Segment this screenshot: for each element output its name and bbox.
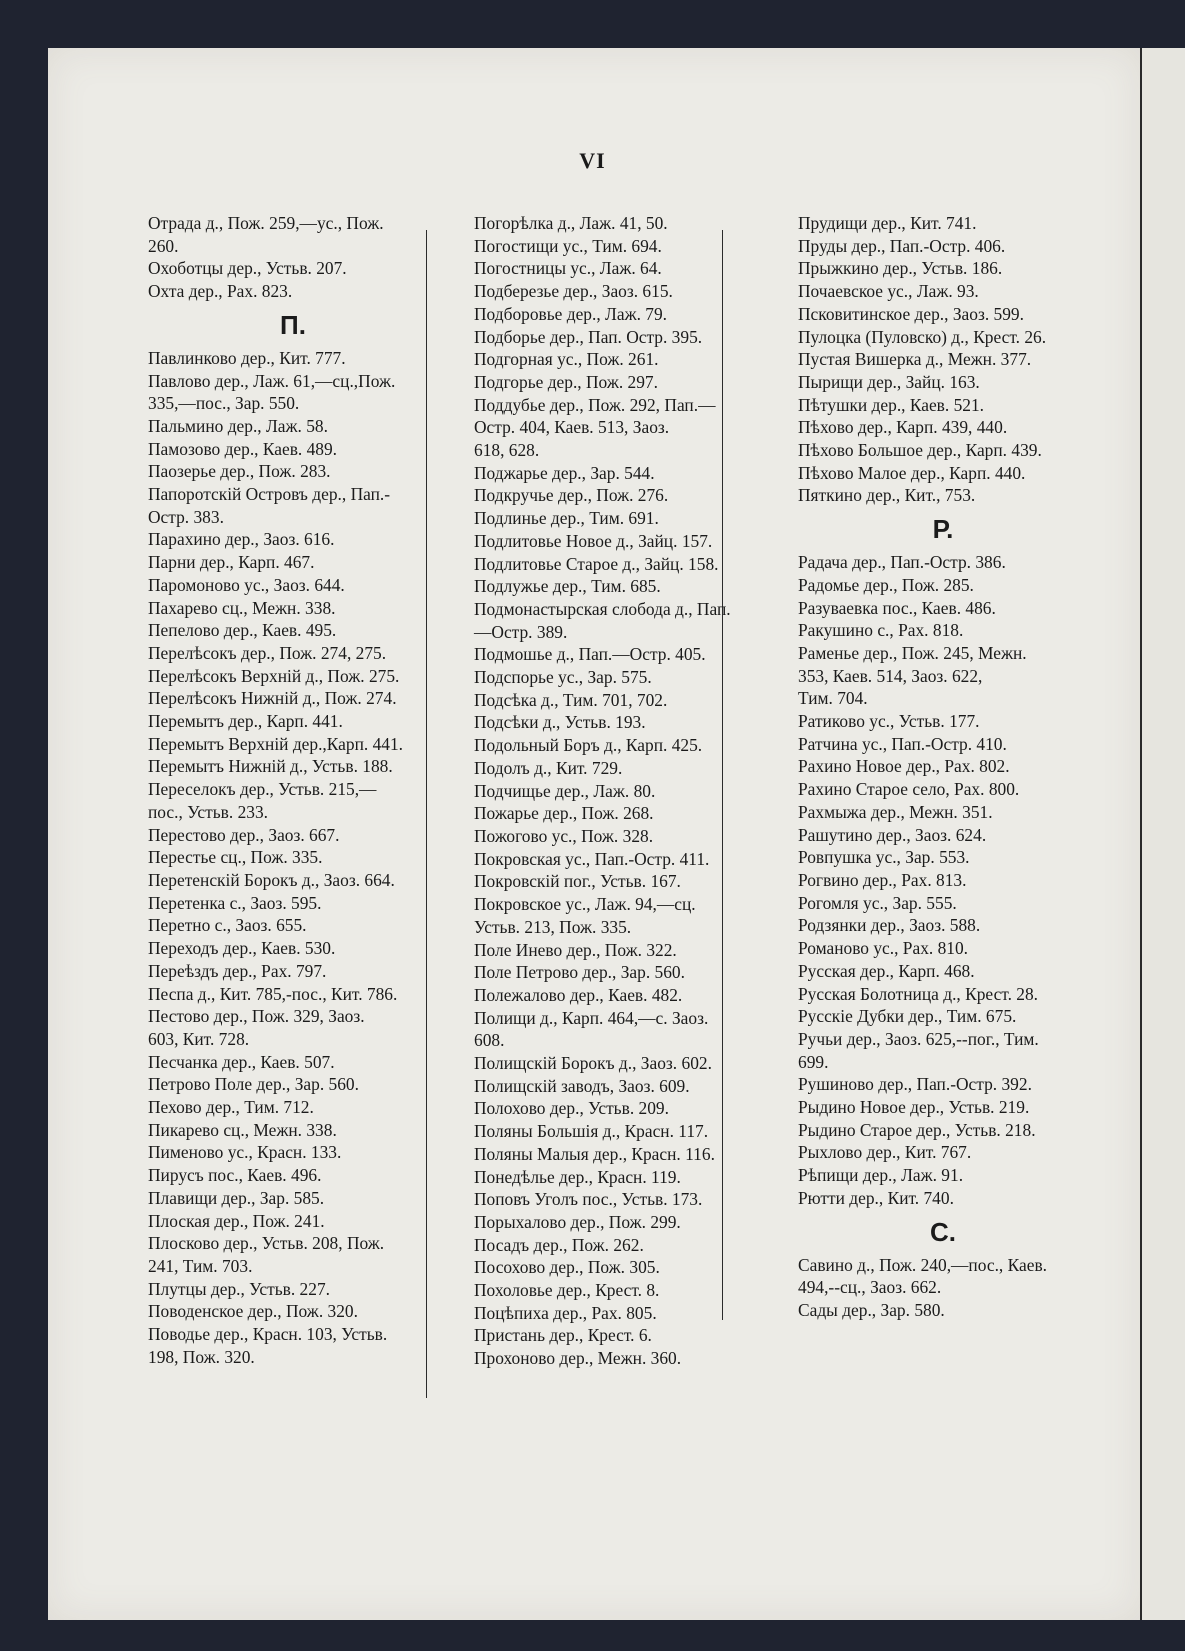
index-entry <box>148 710 438 733</box>
index-entry-line: Подборье дер., Пап. Остр. 395. <box>474 326 703 347</box>
index-entry-line: Подкручье дер., Пож. 276. <box>474 485 669 506</box>
index-entry <box>474 984 774 1007</box>
index-entry <box>798 778 1088 801</box>
index-entry <box>148 1164 438 1187</box>
index-entry <box>148 280 438 303</box>
index-entry <box>474 484 774 507</box>
index-entry-line: Поддубье дер., Пож. 292, Пап.— <box>474 394 716 415</box>
index-entry <box>474 802 774 825</box>
index-entry-line: Радомье дер., Пож. 285. <box>798 574 974 595</box>
index-entry-line: 494,--сц., Заоз. 662. <box>798 1277 942 1298</box>
index-entry <box>148 665 438 688</box>
index-entry <box>798 846 1088 869</box>
index-entry <box>798 1028 1088 1073</box>
index-entry <box>798 937 1088 960</box>
index-entry <box>474 394 774 462</box>
index-entry-line: Ручьи дер., Заоз. 625,--пог., Тим. <box>798 1028 1039 1049</box>
index-entry <box>148 483 438 528</box>
index-entry-line: Охта дер., Рах. 823. <box>148 281 293 302</box>
index-entry-line: Папоротскій Островъ дер., Пап.- <box>148 484 391 505</box>
index-entry-line: —Остр. 389. <box>474 621 568 642</box>
index-entry-line: Пруды дер., Пап.-Остр. 406. <box>798 235 1006 256</box>
index-entry-line: Посадъ дер., Пож. 262. <box>474 1234 644 1255</box>
index-entry-line: Плутцы дер., Устьв. 227. <box>148 1278 330 1299</box>
index-entry-line: Русская дер., Карп. 468. <box>798 960 975 981</box>
index-entry-line: Подчищье дер., Лаж. 80. <box>474 780 656 801</box>
index-entry <box>474 1166 774 1189</box>
index-entry <box>474 1256 774 1279</box>
index-entry <box>148 937 438 960</box>
index-entry <box>798 914 1088 937</box>
index-entry <box>474 348 774 371</box>
index-entry-line: Разуваевка пос., Каев. 486. <box>798 597 996 618</box>
index-entry <box>798 257 1088 280</box>
index-entry-line: Понедѣлье дер., Красн. 119. <box>474 1166 681 1187</box>
index-entry <box>798 983 1088 1006</box>
index-entry-line: Поводенское дер., Пож. 320. <box>148 1301 358 1322</box>
index-entry-line: Паромоново ус., Заоз. 644. <box>148 574 345 595</box>
section-letter-heading: П. <box>280 309 306 340</box>
index-entry <box>474 1324 774 1347</box>
index-entry <box>148 778 438 823</box>
index-entry <box>798 1164 1088 1187</box>
index-entry <box>798 869 1088 892</box>
index-entry-line: Почаевское ус., Лаж. 93. <box>798 281 979 302</box>
index-entry-line: Погостницы ус., Лаж. 64. <box>474 258 662 279</box>
index-entry-line: Плосково дер., Устьв. 208, Пож. <box>148 1233 385 1254</box>
index-entry-line: Перестье сц., Пож. 335. <box>148 847 323 868</box>
index-entry-line: 241, Тим. 703. <box>148 1255 253 1276</box>
index-entry <box>798 303 1088 326</box>
index-entry-line: Рахино Старое село, Рах. 800. <box>798 779 1020 800</box>
index-entry-line: Похоловье дер., Крест. 8. <box>474 1280 660 1301</box>
index-entry-line: Полищскій Борокъ д., Заоз. 602. <box>474 1053 712 1074</box>
index-entry-line: 260. <box>148 235 179 256</box>
index-entry <box>148 415 438 438</box>
index-entry <box>148 257 438 280</box>
index-entry-line: Подлитовье Старое д., Зайц. 158. <box>474 553 719 574</box>
index-entry <box>474 825 774 848</box>
index-entry-line: Петрово Поле дер., Зар. 560. <box>148 1074 359 1095</box>
index-entry-line: Перестово дер., Заоз. 667. <box>148 824 340 845</box>
index-entry <box>148 1187 438 1210</box>
index-entry-line: Рогомля ус., Зар. 555. <box>798 892 957 913</box>
index-entry-line: Рыхлово дер., Кит. 767. <box>798 1142 972 1163</box>
index-entry-line: Ровпушка ус., Зар. 553. <box>798 847 970 868</box>
index-entry <box>148 619 438 642</box>
index-entry <box>798 1254 1088 1299</box>
index-entry-line: Полохово дер., Устьв. 209. <box>474 1098 669 1119</box>
index-entry-line: Рахино Новое дер., Рах. 802. <box>798 756 1010 777</box>
index-entry-line: Перемытъ Верхній дер.,Карп. 441. <box>148 733 404 754</box>
index-column-2 <box>474 212 774 1370</box>
index-entry-line: Рыдино Новое дер., Устьв. 219. <box>798 1097 1030 1118</box>
index-entry <box>798 1073 1088 1096</box>
index-entry <box>798 484 1088 507</box>
index-entry <box>148 733 438 756</box>
index-entry-line: Паозерье дер., Пож. 283. <box>148 461 331 482</box>
index-entry-line: Пахарево сц., Межн. 338. <box>148 597 336 618</box>
index-entry <box>474 257 774 280</box>
index-entry-line: Пехово дер., Тим. 712. <box>148 1097 314 1118</box>
index-entry-line: Подгорье дер., Пож. 297. <box>474 371 658 392</box>
index-entry <box>474 1052 774 1075</box>
index-entry <box>798 280 1088 303</box>
index-entry-line: Подлужье дер., Тим. 685. <box>474 576 661 597</box>
index-entry-line: Русская Болотница д., Крест. 28. <box>798 983 1039 1004</box>
index-entry <box>474 666 774 689</box>
index-entry-line: Подберезье дер., Заоз. 615. <box>474 281 673 302</box>
index-entry <box>474 1188 774 1211</box>
index-entry-line: Пальмино дер., Лаж. 58. <box>148 415 328 436</box>
index-entry <box>148 597 438 620</box>
index-entry-line: Прыжкино дер., Устьв. 186. <box>798 258 1003 279</box>
index-entry <box>798 394 1088 417</box>
index-entry <box>798 801 1088 824</box>
index-entry <box>474 780 774 803</box>
index-entry-line: Ракушино с., Рах. 818. <box>798 620 964 641</box>
index-entry-line: Раменье дер., Пож. 245, Межн. <box>798 642 1027 663</box>
index-entry <box>798 892 1088 915</box>
index-entry <box>798 348 1088 371</box>
index-entry <box>474 870 774 893</box>
index-entry-line: Пѣтушки дер., Каев. 521. <box>798 394 985 415</box>
index-entry-line: 353, Каев. 514, Заоз. 622, <box>798 665 983 686</box>
index-entry <box>148 1278 438 1301</box>
index-entry-line: 699. <box>798 1051 829 1072</box>
index-entry <box>474 1302 774 1325</box>
index-entry-line: Плавищи дер., Зар. 585. <box>148 1187 325 1208</box>
index-entry-line: Перемытъ Нижній д., Устьв. 188. <box>148 756 393 777</box>
index-entry-line: Савино д., Пож. 240,—пос., Каев. <box>798 1254 1047 1275</box>
index-entry <box>148 438 438 461</box>
index-entry <box>474 280 774 303</box>
index-entry-line: Псковитинское дер., Заоз. 599. <box>798 303 1024 324</box>
index-entry-line: Полищскій заводъ, Заоз. 609. <box>474 1075 690 1096</box>
index-entry-line: Порыхалово дер., Пож. 299. <box>474 1211 681 1232</box>
index-entry <box>798 1096 1088 1119</box>
index-entry <box>148 1300 438 1323</box>
index-entry-line: Пулоцка (Пуловско) д., Крест. 26. <box>798 326 1047 347</box>
index-entry-line: Перемытъ дер., Карп. 441. <box>148 711 343 732</box>
index-entry-line: Пустая Вишерка д., Межн. 377. <box>798 349 1032 370</box>
index-entry <box>798 824 1088 847</box>
index-entry <box>798 733 1088 756</box>
index-entry <box>474 757 774 780</box>
index-entry-line: Пѣхово дер., Карп. 439, 440. <box>798 417 1008 438</box>
index-entry-line: Пожарье дер., Пож. 268. <box>474 803 654 824</box>
index-entry-line: Рашутино дер., Заоз. 624. <box>798 824 987 845</box>
index-entry <box>474 598 774 643</box>
index-entry-line: Поцѣпиха дер., Рах. 805. <box>474 1302 657 1323</box>
index-entry-line: пос., Устьв. 233. <box>148 801 269 822</box>
index-entry <box>474 1097 774 1120</box>
index-entry <box>798 1119 1088 1142</box>
index-entry-line: Родзянки дер., Заоз. 588. <box>798 915 981 936</box>
index-entry <box>148 1232 438 1277</box>
index-entry <box>798 960 1088 983</box>
index-entry-line: Плоская дер., Пож. 241. <box>148 1210 325 1231</box>
index-entry <box>474 1279 774 1302</box>
index-entry-line: Подсѣки д., Устьв. 193. <box>474 712 646 733</box>
index-entry-line: Посохово дер., Пож. 305. <box>474 1257 660 1278</box>
index-entry-line: Полежалово дер., Каев. 482. <box>474 984 683 1005</box>
index-entry <box>148 914 438 937</box>
index-entry-line: 198, Пож. 320. <box>148 1346 255 1367</box>
index-entry <box>474 711 774 734</box>
index-entry <box>148 869 438 892</box>
index-entry-line: Рютти дер., Кит. 740. <box>798 1187 954 1208</box>
index-entry-line: Ратчина ус., Пап.-Остр. 410. <box>798 733 1007 754</box>
index-entry-line: 603, Кит. 728. <box>148 1028 250 1049</box>
index-entry-line: Прудищи дер., Кит. 741. <box>798 213 977 233</box>
index-entry-line: Устьв. 213, Пож. 335. <box>474 916 632 937</box>
index-entry <box>474 893 774 938</box>
index-entry-line: Ратиково ус., Устьв. 177. <box>798 711 980 732</box>
index-entry <box>474 1007 774 1052</box>
index-entry-line: Перетенскій Борокъ д., Заоз. 664. <box>148 869 395 890</box>
index-entry-line: Погорѣлка д., Лаж. 41, 50. <box>474 213 668 233</box>
index-entry-line: Перелѣсокъ дер., Пож. 274, 275. <box>148 642 387 663</box>
index-entry <box>798 371 1088 394</box>
index-entry <box>798 597 1088 620</box>
index-entry <box>148 642 438 665</box>
index-entry <box>148 960 438 983</box>
index-entry-line: Пырищи дер., Зайц. 163. <box>798 371 980 392</box>
index-entry-line: Переѣздъ дер., Рах. 797. <box>148 960 327 981</box>
index-column-1 <box>148 212 438 1368</box>
index-entry <box>798 642 1088 710</box>
index-entry <box>474 961 774 984</box>
page-number: VI <box>579 148 606 173</box>
index-entry-line: Поле Петрово дер., Зар. 560. <box>474 962 685 983</box>
index-entry <box>148 1210 438 1233</box>
index-entry <box>798 755 1088 778</box>
index-entry-line: Подольный Боръ д., Карп. 425. <box>474 735 703 756</box>
index-entry-line: Переходъ дер., Каев. 530. <box>148 938 336 959</box>
index-entry-line: Покровскій пог., Устьв. 167. <box>474 871 681 892</box>
index-entry <box>798 1005 1088 1028</box>
index-entry-line: Подсѣка д., Тим. 701, 702. <box>474 689 668 710</box>
index-entry-line: Сады дер., Зар. 580. <box>798 1299 945 1320</box>
index-entry <box>474 643 774 666</box>
index-entry-line: Подлитовье Новое д., Зайц. 157. <box>474 530 713 551</box>
index-entry-line: Пикарево сц., Межн. 338. <box>148 1119 337 1140</box>
index-entry-line: Перелѣсокъ Нижній д., Пож. 274. <box>148 688 397 709</box>
index-entry-line: Прохоново дер., Межн. 360. <box>474 1348 682 1369</box>
index-entry-line: Поджарье дер., Зар. 544. <box>474 462 655 483</box>
index-entry-line: Рахмыжа дер., Межн. 351. <box>798 801 993 822</box>
index-entry <box>798 212 1088 235</box>
index-entry <box>798 235 1088 258</box>
index-entry-line: Полищи д., Карп. 464,—с. Заоз. <box>474 1007 709 1028</box>
index-entry <box>474 212 774 235</box>
index-entry-line: Рѣпищи дер., Лаж. 91. <box>798 1165 964 1186</box>
index-entry <box>148 347 438 370</box>
index-entry <box>798 1141 1088 1164</box>
index-entry <box>798 416 1088 439</box>
index-entry <box>474 1120 774 1143</box>
index-entry <box>798 574 1088 597</box>
index-entry-line: Остр. 404, Каев. 513, Заоз. <box>474 417 670 438</box>
section-letter-heading: С. <box>930 1216 956 1247</box>
index-entry <box>474 371 774 394</box>
index-column-3 <box>798 212 1088 1322</box>
index-entry-line: Поле Инево дер., Пож. 322. <box>474 939 677 960</box>
index-entry-line: Подлинье дер., Тим. 691. <box>474 508 659 529</box>
index-entry-line: Охоботцы дер., Устьв. 207. <box>148 258 347 279</box>
index-entry <box>798 462 1088 485</box>
index-entry <box>474 235 774 258</box>
index-entry-line: Пѣхово Малое дер., Карп. 440. <box>798 462 1026 483</box>
index-entry-line: Рушиново дер., Пап.-Остр. 392. <box>798 1074 1032 1095</box>
index-entry <box>148 370 438 415</box>
index-entry-line: Пепелово дер., Каев. 495. <box>148 620 337 641</box>
index-entry-line: Памозово дер., Каев. 489. <box>148 438 338 459</box>
index-entry-line: Романово ус., Рах. 810. <box>798 938 969 959</box>
index-entry-line: Перелѣсокъ Верхній д., Пож. 275. <box>148 665 400 686</box>
index-entry-line: Подмонастырская слобода д., Пап. <box>474 598 731 619</box>
index-entry-line: Подгорная ус., Пож. 261. <box>474 349 659 370</box>
index-entry-line: Пирусъ пос., Каев. 496. <box>148 1165 322 1186</box>
index-entry <box>148 892 438 915</box>
index-entry <box>474 689 774 712</box>
index-entry <box>474 1347 774 1370</box>
index-entry-line: Остр. 383. <box>148 506 224 527</box>
index-entry-line: Пименово ус., Красн. 133. <box>148 1142 342 1163</box>
index-entry-line: Радача дер., Пап.-Остр. 386. <box>798 552 1006 573</box>
index-entry <box>474 939 774 962</box>
index-entry <box>798 1299 1088 1322</box>
index-entry <box>148 1051 438 1074</box>
index-entry <box>798 551 1088 574</box>
index-entry-line: Русскіе Дубки дер., Тим. 675. <box>798 1006 1017 1027</box>
index-entry-line: Погостищи ус., Тим. 694. <box>474 235 662 256</box>
index-entry <box>474 462 774 485</box>
index-entry-line: Песпа д., Кит. 785,-пос., Кит. 786. <box>148 983 398 1004</box>
index-entry-line: Покровская ус., Пап.-Остр. 411. <box>474 848 710 869</box>
index-entry-line: Павлинково дер., Кит. 777. <box>148 347 346 368</box>
index-entry <box>148 574 438 597</box>
adjacent-page-edge <box>1140 48 1185 1620</box>
index-entry-line: Парни дер., Карп. 467. <box>148 552 315 573</box>
index-entry-line: 608. <box>474 1030 505 1051</box>
index-entry <box>798 439 1088 462</box>
index-entry <box>148 212 438 257</box>
index-entry-line: Поповъ Уголъ пос., Устьв. 173. <box>474 1189 703 1210</box>
index-entry-line: Павлово дер., Лаж. 61,—сц.,Пож. <box>148 370 396 391</box>
index-entry <box>474 507 774 530</box>
index-entry <box>798 326 1088 349</box>
index-entry <box>148 1073 438 1096</box>
index-entry <box>474 848 774 871</box>
index-entry <box>148 528 438 551</box>
index-entry-line: Перетно с., Заоз. 655. <box>148 915 307 936</box>
index-entry-line: Поляны Малыя дер., Красн. 116. <box>474 1143 715 1164</box>
index-entry-line: 618, 628. <box>474 440 540 461</box>
index-entry-line: Пѣхово Большое дер., Карп. 439. <box>798 440 1042 461</box>
index-entry <box>148 1005 438 1050</box>
index-entry-line: Пристань дер., Крест. 6. <box>474 1325 652 1346</box>
index-entry <box>474 1143 774 1166</box>
index-entry <box>148 551 438 574</box>
index-entry <box>798 710 1088 733</box>
index-entry <box>474 326 774 349</box>
index-entry <box>148 1141 438 1164</box>
index-entry-line: Подолъ д., Кит. 729. <box>474 757 623 778</box>
index-entry <box>148 460 438 483</box>
index-entry-line: Пяткино дер., Кит., 753. <box>798 485 976 506</box>
index-entry <box>148 1119 438 1142</box>
index-entry <box>474 1075 774 1098</box>
index-entry-line: Пожогово ус., Пож. 328. <box>474 825 654 846</box>
index-entry-line: Переселокъ дер., Устьв. 215,— <box>148 779 377 800</box>
index-entry-line: 335,—пос., Зар. 550. <box>148 393 300 414</box>
index-entry <box>474 553 774 576</box>
index-entry <box>474 303 774 326</box>
index-entry <box>474 1211 774 1234</box>
index-entry <box>148 846 438 869</box>
index-entry <box>474 530 774 553</box>
index-entry-line: Покровское ус., Лаж. 94,—сц. <box>474 894 696 915</box>
index-entry <box>474 1234 774 1257</box>
index-entry-line: Рогвино дер., Рах. 813. <box>798 869 967 890</box>
index-entry <box>148 983 438 1006</box>
index-entry-line: Песчанка дер., Каев. 507. <box>148 1051 335 1072</box>
index-entry-line: Подспорье ус., Зар. 575. <box>474 667 652 688</box>
index-entry-line: Отрада д., Пож. 259,—ус., Пож. <box>148 213 384 233</box>
index-entry <box>148 687 438 710</box>
index-entry-line: Подмошье д., Пап.—Остр. 405. <box>474 644 706 665</box>
index-entry-line: Рыдино Старое дер., Устьв. 218. <box>798 1119 1036 1140</box>
index-entry-line: Перетенка с., Заоз. 595. <box>148 892 322 913</box>
index-entry <box>798 619 1088 642</box>
index-entry-line: Подборовье дер., Лаж. 79. <box>474 303 668 324</box>
section-letter-heading: Р. <box>932 514 954 545</box>
index-entry-line: Пестово дер., Пож. 329, Заоз. <box>148 1006 365 1027</box>
index-entry <box>474 575 774 598</box>
index-entry <box>798 1187 1088 1210</box>
index-entry <box>148 824 438 847</box>
index-entry-line: Поводье дер., Красн. 103, Устьв. <box>148 1324 388 1345</box>
index-entry-line: Парахино дер., Заоз. 616. <box>148 529 335 550</box>
index-entry-line: Тим. 704. <box>798 688 868 709</box>
index-entry-line: Поляны Большія д., Красн. 117. <box>474 1121 709 1142</box>
index-entry <box>148 1323 438 1368</box>
index-entry <box>148 755 438 778</box>
index-entry <box>148 1096 438 1119</box>
index-entry <box>474 734 774 757</box>
